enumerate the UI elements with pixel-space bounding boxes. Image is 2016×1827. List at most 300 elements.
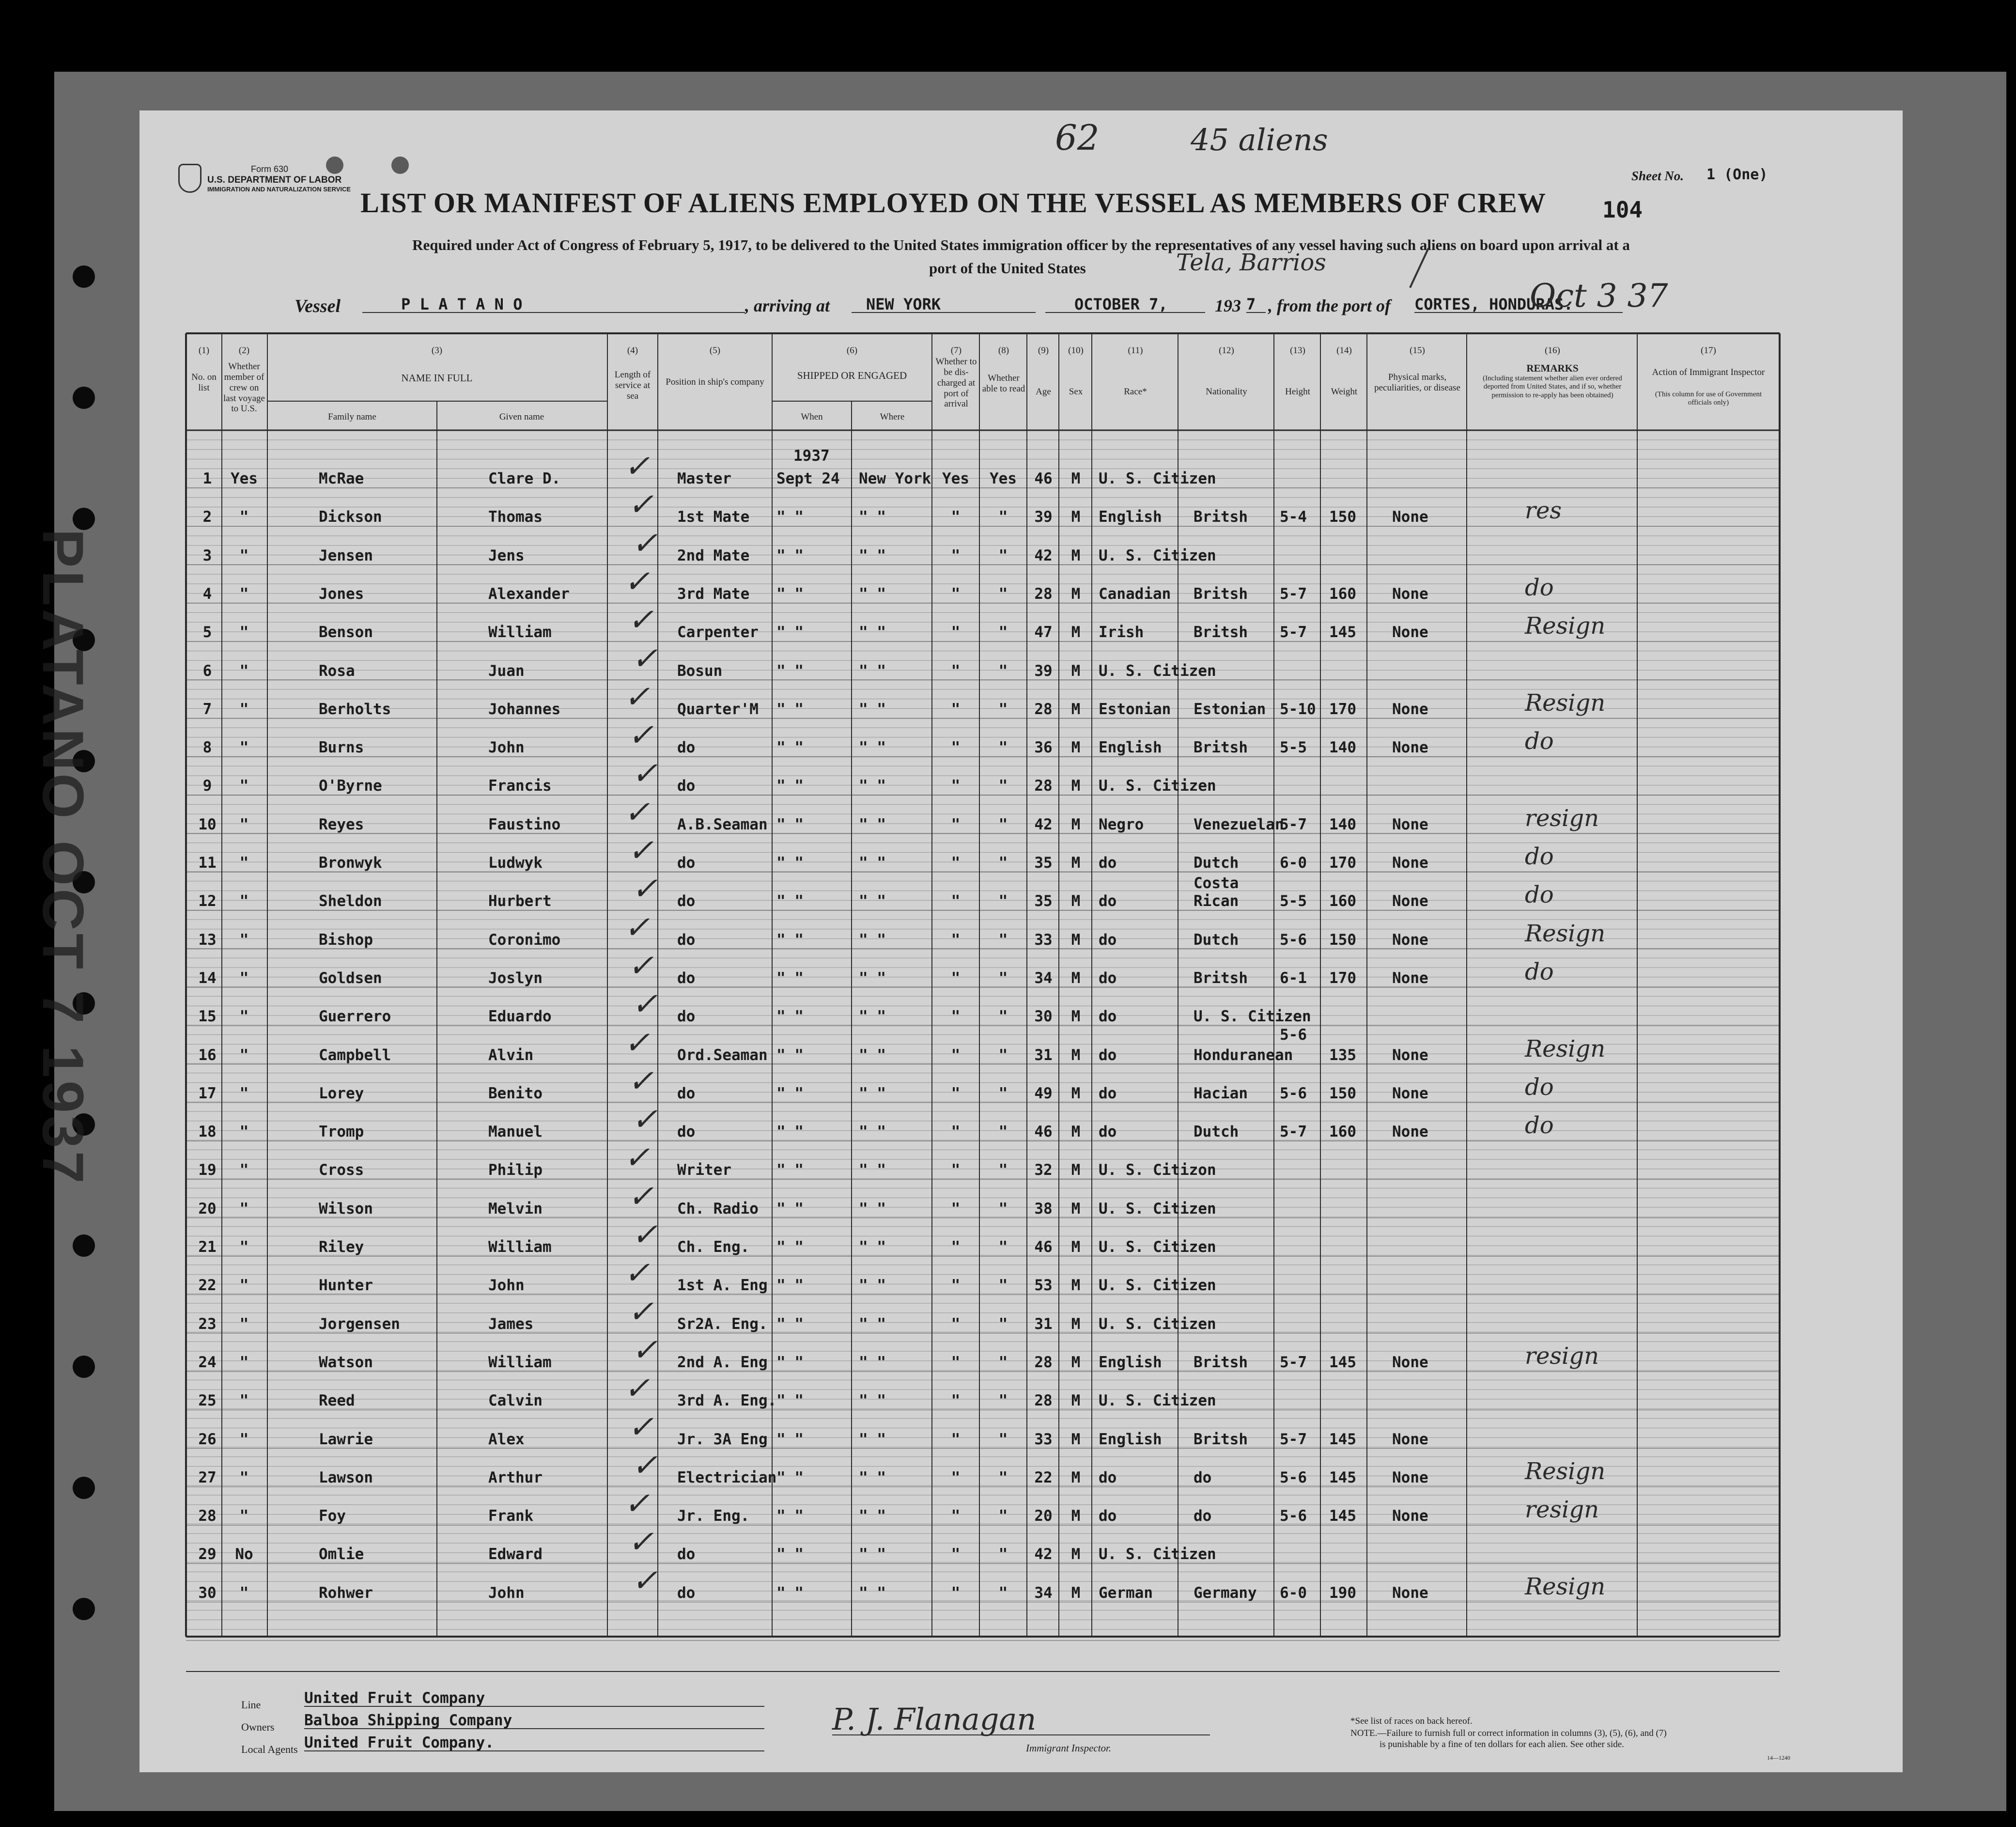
shipped-when: " " bbox=[776, 892, 804, 910]
service-check-icon: ✓ bbox=[628, 1063, 654, 1099]
position: Ord.Seaman bbox=[677, 1046, 768, 1064]
position: Master bbox=[677, 470, 731, 487]
height: 5-7 bbox=[1280, 1430, 1307, 1448]
able-to-read: " bbox=[998, 1123, 1008, 1141]
service-check-icon: ✓ bbox=[628, 602, 654, 639]
shipped-when: " " bbox=[776, 1315, 804, 1333]
given-name: William bbox=[488, 1238, 552, 1256]
able-to-read: " bbox=[998, 854, 1008, 872]
family-name: Hunter bbox=[319, 1277, 373, 1295]
position: Ch. Radio bbox=[677, 1200, 759, 1218]
weight: 145 bbox=[1329, 1468, 1356, 1486]
position: Jr. Eng. bbox=[677, 1507, 750, 1525]
inspector-signature: P. J. Flanagan bbox=[832, 1704, 1210, 1735]
position: Carpenter bbox=[677, 624, 759, 641]
discharged: " bbox=[951, 1238, 961, 1256]
last-voyage: " bbox=[239, 739, 249, 757]
physical-marks: None bbox=[1392, 1507, 1428, 1525]
able-to-read: " bbox=[998, 1507, 1008, 1525]
able-to-read: " bbox=[998, 662, 1008, 680]
discharged: " bbox=[951, 508, 961, 526]
height: 5-10 bbox=[1280, 700, 1316, 718]
discharged: " bbox=[951, 1315, 961, 1333]
row-number: 3 bbox=[202, 547, 212, 564]
given-name: Ludwyk bbox=[488, 854, 543, 872]
col16-subheader: (Including statement whether alien ever ordered deported from United States, and if so, whether permission to re-apply has been obtained) bbox=[1483, 375, 1622, 399]
race: do bbox=[1099, 892, 1117, 910]
height: 5-6 bbox=[1280, 1468, 1307, 1486]
sex: M bbox=[1071, 1238, 1081, 1256]
age: 35 bbox=[1034, 892, 1053, 910]
handwritten-remark: do bbox=[1525, 574, 1554, 601]
year-row: 1937 bbox=[793, 447, 830, 465]
service-check-icon: ✓ bbox=[632, 1562, 658, 1599]
owners-label: Owners bbox=[241, 1721, 275, 1733]
given-name: Edward bbox=[488, 1546, 543, 1563]
weight: 145 bbox=[1329, 1507, 1356, 1525]
nationality: Costa Rican bbox=[1194, 874, 1239, 910]
binder-hole bbox=[73, 265, 95, 288]
race: U. S. Citizen bbox=[1099, 1392, 1216, 1410]
discharged: " bbox=[951, 777, 961, 795]
col13-header: Height bbox=[1285, 387, 1310, 397]
sex: M bbox=[1071, 1084, 1081, 1102]
shipped-where: " " bbox=[859, 700, 886, 718]
age: 36 bbox=[1034, 739, 1053, 757]
height: 5-6 bbox=[1280, 1084, 1307, 1102]
position: do bbox=[677, 892, 696, 910]
family-name: McRae bbox=[319, 470, 364, 487]
col10-header: Sex bbox=[1069, 387, 1083, 397]
family-name: Campbell bbox=[319, 1046, 391, 1064]
discharged: " bbox=[951, 1008, 961, 1026]
sex: M bbox=[1071, 1353, 1081, 1371]
family-name: Tromp bbox=[319, 1123, 364, 1141]
age: 31 bbox=[1034, 1315, 1053, 1333]
given-name: James bbox=[488, 1315, 534, 1333]
page-number: 104 bbox=[1602, 197, 1643, 223]
able-to-read: " bbox=[998, 1430, 1008, 1448]
able-to-read: " bbox=[998, 585, 1008, 603]
last-voyage: " bbox=[239, 1353, 249, 1371]
given-name: Calvin bbox=[488, 1392, 543, 1410]
shipped-where: " " bbox=[859, 1277, 886, 1295]
col15-num: (15) bbox=[1410, 345, 1425, 356]
family-name: Guerrero bbox=[319, 1008, 391, 1026]
given-name: Jens bbox=[488, 547, 525, 564]
nationality: Estonian bbox=[1194, 700, 1266, 718]
family-name: Lorey bbox=[319, 1084, 364, 1102]
last-voyage: " bbox=[239, 777, 249, 795]
physical-marks: None bbox=[1392, 700, 1428, 718]
able-to-read: " bbox=[998, 969, 1008, 987]
discharged: " bbox=[951, 1277, 961, 1295]
handwritten-remark: Resign bbox=[1525, 689, 1606, 717]
age: 38 bbox=[1034, 1200, 1053, 1218]
last-voyage: " bbox=[239, 1277, 249, 1295]
shipped-where: " " bbox=[859, 1546, 886, 1563]
race: English bbox=[1099, 1353, 1162, 1371]
col9-header: Age bbox=[1036, 387, 1051, 397]
weight: 145 bbox=[1329, 624, 1356, 641]
last-voyage: " bbox=[239, 508, 249, 526]
service-check-icon: ✓ bbox=[628, 948, 654, 984]
shipped-when: " " bbox=[776, 1238, 804, 1256]
sex: M bbox=[1071, 1200, 1081, 1218]
physical-marks: None bbox=[1392, 624, 1428, 641]
height: 5-5 bbox=[1280, 892, 1307, 910]
sex: M bbox=[1071, 739, 1081, 757]
annotation-number: 62 bbox=[1055, 117, 1100, 158]
last-voyage: " bbox=[239, 1161, 249, 1179]
row-number: 8 bbox=[202, 739, 212, 757]
family-name: Goldsen bbox=[319, 969, 382, 987]
sex: M bbox=[1071, 1046, 1081, 1064]
shipped-when: " " bbox=[776, 969, 804, 987]
service-check-icon: ✓ bbox=[632, 1332, 658, 1368]
last-voyage: No bbox=[235, 1546, 253, 1563]
discharged: " bbox=[951, 1161, 961, 1179]
able-to-read: " bbox=[998, 1046, 1008, 1064]
service-check-icon: ✓ bbox=[628, 718, 654, 754]
row-number: 28 bbox=[198, 1507, 217, 1525]
discharged: " bbox=[951, 547, 961, 564]
shipped-when: " " bbox=[776, 700, 804, 718]
sex: M bbox=[1071, 1546, 1081, 1563]
able-to-read: " bbox=[998, 815, 1008, 833]
shipped-where: " " bbox=[859, 1507, 886, 1525]
family-name: Jones bbox=[319, 585, 364, 603]
given-name: Clare D. bbox=[488, 470, 561, 487]
able-to-read: " bbox=[998, 1468, 1008, 1486]
sheet-value: 1 (One) bbox=[1706, 166, 1768, 183]
given-name: Arthur bbox=[488, 1468, 543, 1486]
age: 46 bbox=[1034, 470, 1053, 487]
shipped-where: " " bbox=[859, 624, 886, 641]
shipped-when: " " bbox=[776, 1392, 804, 1410]
last-voyage: " bbox=[239, 1584, 249, 1602]
service-check-icon: ✓ bbox=[624, 1140, 650, 1176]
weight: 170 bbox=[1329, 969, 1356, 987]
sheet-label: Sheet No. bbox=[1631, 169, 1684, 183]
row-number: 15 bbox=[198, 1008, 217, 1026]
shipped-where: " " bbox=[859, 585, 886, 603]
position: do bbox=[677, 1084, 696, 1102]
able-to-read: " bbox=[998, 700, 1008, 718]
discharged: " bbox=[951, 1046, 961, 1064]
weight: 140 bbox=[1329, 815, 1356, 833]
shipped-where: " " bbox=[859, 1161, 886, 1179]
given-name: Melvin bbox=[488, 1200, 543, 1218]
shipped-where: " " bbox=[859, 931, 886, 949]
sex: M bbox=[1071, 700, 1081, 718]
nationality: Britsh bbox=[1194, 1430, 1248, 1448]
last-voyage: " bbox=[239, 969, 249, 987]
sex: M bbox=[1071, 508, 1081, 526]
race: U. S. Citizen bbox=[1099, 1315, 1216, 1333]
position: Bosun bbox=[677, 662, 723, 680]
handwritten-remark: resign bbox=[1525, 1342, 1599, 1370]
shipped-where: " " bbox=[859, 892, 886, 910]
sex: M bbox=[1071, 1161, 1081, 1179]
weight: 170 bbox=[1329, 854, 1356, 872]
nationality: Britsh bbox=[1194, 969, 1248, 987]
col8-header: Whether able to read bbox=[982, 373, 1025, 394]
col6-header: SHIPPED OR ENGAGED bbox=[797, 370, 907, 381]
able-to-read: " bbox=[998, 1277, 1008, 1295]
penalty-note-1: NOTE.—Failure to furnish full or correct information in columns (3), (5), (6), and (7) bbox=[1350, 1728, 1667, 1738]
sex: M bbox=[1071, 1507, 1081, 1525]
shipped-when: " " bbox=[776, 931, 804, 949]
nationality: Britsh bbox=[1194, 739, 1248, 757]
shipped-where: " " bbox=[859, 1584, 886, 1602]
line-value: United Fruit Company bbox=[304, 1691, 764, 1707]
row-number: 30 bbox=[198, 1584, 217, 1602]
race: do bbox=[1099, 931, 1117, 949]
position: Ch. Eng. bbox=[677, 1238, 750, 1256]
family-name: Sheldon bbox=[319, 892, 382, 910]
row-number: 2 bbox=[202, 508, 212, 526]
race: do bbox=[1099, 1468, 1117, 1486]
position: 3rd A. Eng. bbox=[677, 1392, 777, 1410]
row-number: 10 bbox=[198, 815, 217, 833]
age: 28 bbox=[1034, 777, 1053, 795]
weight: 135 bbox=[1329, 1046, 1356, 1064]
last-voyage: " bbox=[239, 585, 249, 603]
shipped-when: " " bbox=[776, 1468, 804, 1486]
shipped-when: " " bbox=[776, 547, 804, 564]
physical-marks: None bbox=[1392, 1430, 1428, 1448]
age: 42 bbox=[1034, 1546, 1053, 1563]
age: 32 bbox=[1034, 1161, 1053, 1179]
col2-num: (2) bbox=[238, 345, 250, 356]
row-number: 9 bbox=[202, 777, 212, 795]
age: 31 bbox=[1034, 1046, 1053, 1064]
race: Estonian bbox=[1099, 700, 1171, 718]
family-name: Foy bbox=[319, 1507, 346, 1525]
able-to-read: " bbox=[998, 777, 1008, 795]
last-voyage: " bbox=[239, 815, 249, 833]
sex: M bbox=[1071, 892, 1081, 910]
position: A.B.Seaman bbox=[677, 815, 768, 833]
last-voyage: " bbox=[239, 662, 249, 680]
race: do bbox=[1099, 1046, 1117, 1064]
shipped-when: " " bbox=[776, 1008, 804, 1026]
shipped-where: " " bbox=[859, 815, 886, 833]
discharged: " bbox=[951, 1584, 961, 1602]
discharged: " bbox=[951, 662, 961, 680]
shipped-where: " " bbox=[859, 547, 886, 564]
given-name: Frank bbox=[488, 1507, 534, 1525]
age: 34 bbox=[1034, 969, 1053, 987]
height: 5-4 bbox=[1280, 508, 1307, 526]
age: 42 bbox=[1034, 547, 1053, 564]
position: do bbox=[677, 969, 696, 987]
row-number: 23 bbox=[198, 1315, 217, 1333]
height: 6-0 bbox=[1280, 854, 1307, 872]
height: 5-7 bbox=[1280, 815, 1307, 833]
height: 5-6 bbox=[1280, 1026, 1307, 1044]
race: English bbox=[1099, 508, 1162, 526]
given-name: John bbox=[488, 1277, 525, 1295]
race: U. S. Citizen bbox=[1099, 1238, 1216, 1256]
shipped-where: " " bbox=[859, 1046, 886, 1064]
discharged: " bbox=[951, 1084, 961, 1102]
nationality: do bbox=[1194, 1468, 1212, 1486]
row-number: 24 bbox=[198, 1353, 217, 1371]
shipped-when: " " bbox=[776, 1046, 804, 1064]
physical-marks: None bbox=[1392, 892, 1428, 910]
weight: 160 bbox=[1329, 892, 1356, 910]
handwritten-remark: do bbox=[1525, 1073, 1554, 1101]
able-to-read: " bbox=[998, 1200, 1008, 1218]
handwritten-remark: do bbox=[1525, 881, 1554, 909]
able-to-read: " bbox=[998, 1238, 1008, 1256]
col2-header: Whether member of crew on last voyage to U.S. bbox=[223, 361, 265, 414]
col4-header: Length of service at sea bbox=[614, 370, 651, 401]
able-to-read: " bbox=[998, 739, 1008, 757]
age: 35 bbox=[1034, 854, 1053, 872]
discharged: " bbox=[951, 739, 961, 757]
shipped-when: " " bbox=[776, 662, 804, 680]
shipped-when: " " bbox=[776, 508, 804, 526]
discharged: " bbox=[951, 700, 961, 718]
last-voyage: " bbox=[239, 1430, 249, 1448]
age: 30 bbox=[1034, 1008, 1053, 1026]
race: do bbox=[1099, 1123, 1117, 1141]
nationality: Dutch bbox=[1194, 854, 1239, 872]
arriving-label: , arriving at bbox=[745, 296, 830, 315]
row-number: 16 bbox=[198, 1046, 217, 1064]
shipped-where: " " bbox=[859, 969, 886, 987]
position: do bbox=[677, 777, 696, 795]
service-check-icon: ✓ bbox=[632, 640, 658, 677]
race: U. S. Citizen bbox=[1099, 1546, 1216, 1563]
shipped-where: " " bbox=[859, 1468, 886, 1486]
able-to-read: " bbox=[998, 1084, 1008, 1102]
sex: M bbox=[1071, 470, 1081, 487]
family-name: Dickson bbox=[319, 508, 382, 526]
service-check-icon: ✓ bbox=[632, 1447, 658, 1483]
handwritten-remark: Resign bbox=[1525, 1457, 1606, 1485]
race: German bbox=[1099, 1584, 1153, 1602]
shipped-when: " " bbox=[776, 1584, 804, 1602]
discharged: " bbox=[951, 969, 961, 987]
last-voyage: " bbox=[239, 1046, 249, 1064]
shipped-when: " " bbox=[776, 777, 804, 795]
given-name: Philip bbox=[488, 1161, 543, 1179]
age: 49 bbox=[1034, 1084, 1053, 1102]
service-check-icon: ✓ bbox=[632, 871, 658, 907]
nationality: Venezuelan bbox=[1194, 815, 1284, 833]
sex: M bbox=[1071, 1584, 1081, 1602]
able-to-read: " bbox=[998, 508, 1008, 526]
col13-num: (13) bbox=[1290, 345, 1305, 356]
family-name: Riley bbox=[319, 1238, 364, 1256]
shipped-where: New York bbox=[859, 470, 931, 487]
height: 5-7 bbox=[1280, 1123, 1307, 1141]
able-to-read: " bbox=[998, 1584, 1008, 1602]
shipped-when: " " bbox=[776, 1161, 804, 1179]
discharged: Yes bbox=[942, 470, 969, 487]
given-name: Joslyn bbox=[488, 969, 543, 987]
age: 46 bbox=[1034, 1123, 1053, 1141]
family-name: Berholts bbox=[319, 700, 391, 718]
last-voyage: Yes bbox=[231, 470, 258, 487]
shipped-when: " " bbox=[776, 624, 804, 641]
last-voyage: " bbox=[239, 892, 249, 910]
race: do bbox=[1099, 969, 1117, 987]
col6a-header: When bbox=[801, 412, 823, 422]
last-voyage: " bbox=[239, 1468, 249, 1486]
able-to-read: " bbox=[998, 1353, 1008, 1371]
nationality: U. S. Citizen bbox=[1194, 1008, 1311, 1026]
service-check-icon: ✓ bbox=[628, 1409, 654, 1445]
given-name: William bbox=[488, 1353, 552, 1371]
nationality: Britsh bbox=[1194, 508, 1248, 526]
shipped-when: " " bbox=[776, 739, 804, 757]
weight: 150 bbox=[1329, 931, 1356, 949]
given-name: Francis bbox=[488, 777, 552, 795]
last-voyage: " bbox=[239, 1507, 249, 1525]
age: 28 bbox=[1034, 1353, 1053, 1371]
family-name: Rohwer bbox=[319, 1584, 373, 1602]
race: English bbox=[1099, 1430, 1162, 1448]
handwritten-remark: Resign bbox=[1525, 612, 1606, 640]
position: do bbox=[677, 1584, 696, 1602]
position: Sr2A. Eng. bbox=[677, 1315, 768, 1333]
service-check-icon: ✓ bbox=[628, 833, 654, 869]
sex: M bbox=[1071, 969, 1081, 987]
shipped-where: " " bbox=[859, 854, 886, 872]
service-check-icon: ✓ bbox=[624, 1025, 650, 1061]
age: 33 bbox=[1034, 1430, 1053, 1448]
handwritten-date: Oct 3 37 bbox=[1530, 277, 1668, 314]
height: 5-7 bbox=[1280, 585, 1307, 603]
margin-stamp: PLATANO OCT 7 1937 bbox=[31, 529, 95, 1187]
able-to-read: " bbox=[998, 1008, 1008, 1026]
service-check-icon: ✓ bbox=[632, 1217, 658, 1253]
handwritten-remark: Resign bbox=[1525, 1573, 1606, 1600]
nationality: Britsh bbox=[1194, 624, 1248, 641]
last-voyage: " bbox=[239, 700, 249, 718]
sex: M bbox=[1071, 1392, 1081, 1410]
row-number: 18 bbox=[198, 1123, 217, 1141]
family-name: Wilson bbox=[319, 1200, 373, 1218]
form-number: Form 630 bbox=[251, 164, 289, 174]
physical-marks: None bbox=[1392, 854, 1428, 872]
penalty-note-2: is punishable by a fine of ten dollars for each alien. See other side. bbox=[1380, 1739, 1624, 1749]
given-name: Thomas bbox=[488, 508, 543, 526]
age: 28 bbox=[1034, 700, 1053, 718]
col17-num: (17) bbox=[1701, 345, 1716, 356]
row-number: 12 bbox=[198, 892, 217, 910]
physical-marks: None bbox=[1392, 969, 1428, 987]
service-check-icon: ✓ bbox=[628, 1178, 654, 1215]
position: do bbox=[677, 854, 696, 872]
discharged: " bbox=[951, 1200, 961, 1218]
position: do bbox=[677, 739, 696, 757]
sex: M bbox=[1071, 931, 1081, 949]
race: Canadian bbox=[1099, 585, 1171, 603]
race: Irish bbox=[1099, 624, 1144, 641]
physical-marks: None bbox=[1392, 739, 1428, 757]
service-check-icon: ✓ bbox=[624, 1255, 650, 1292]
col17-subheader: (This column for use of Government officials only) bbox=[1655, 390, 1762, 407]
last-voyage: " bbox=[239, 1238, 249, 1256]
col11-num: (11) bbox=[1128, 345, 1143, 356]
shipped-when: " " bbox=[776, 854, 804, 872]
